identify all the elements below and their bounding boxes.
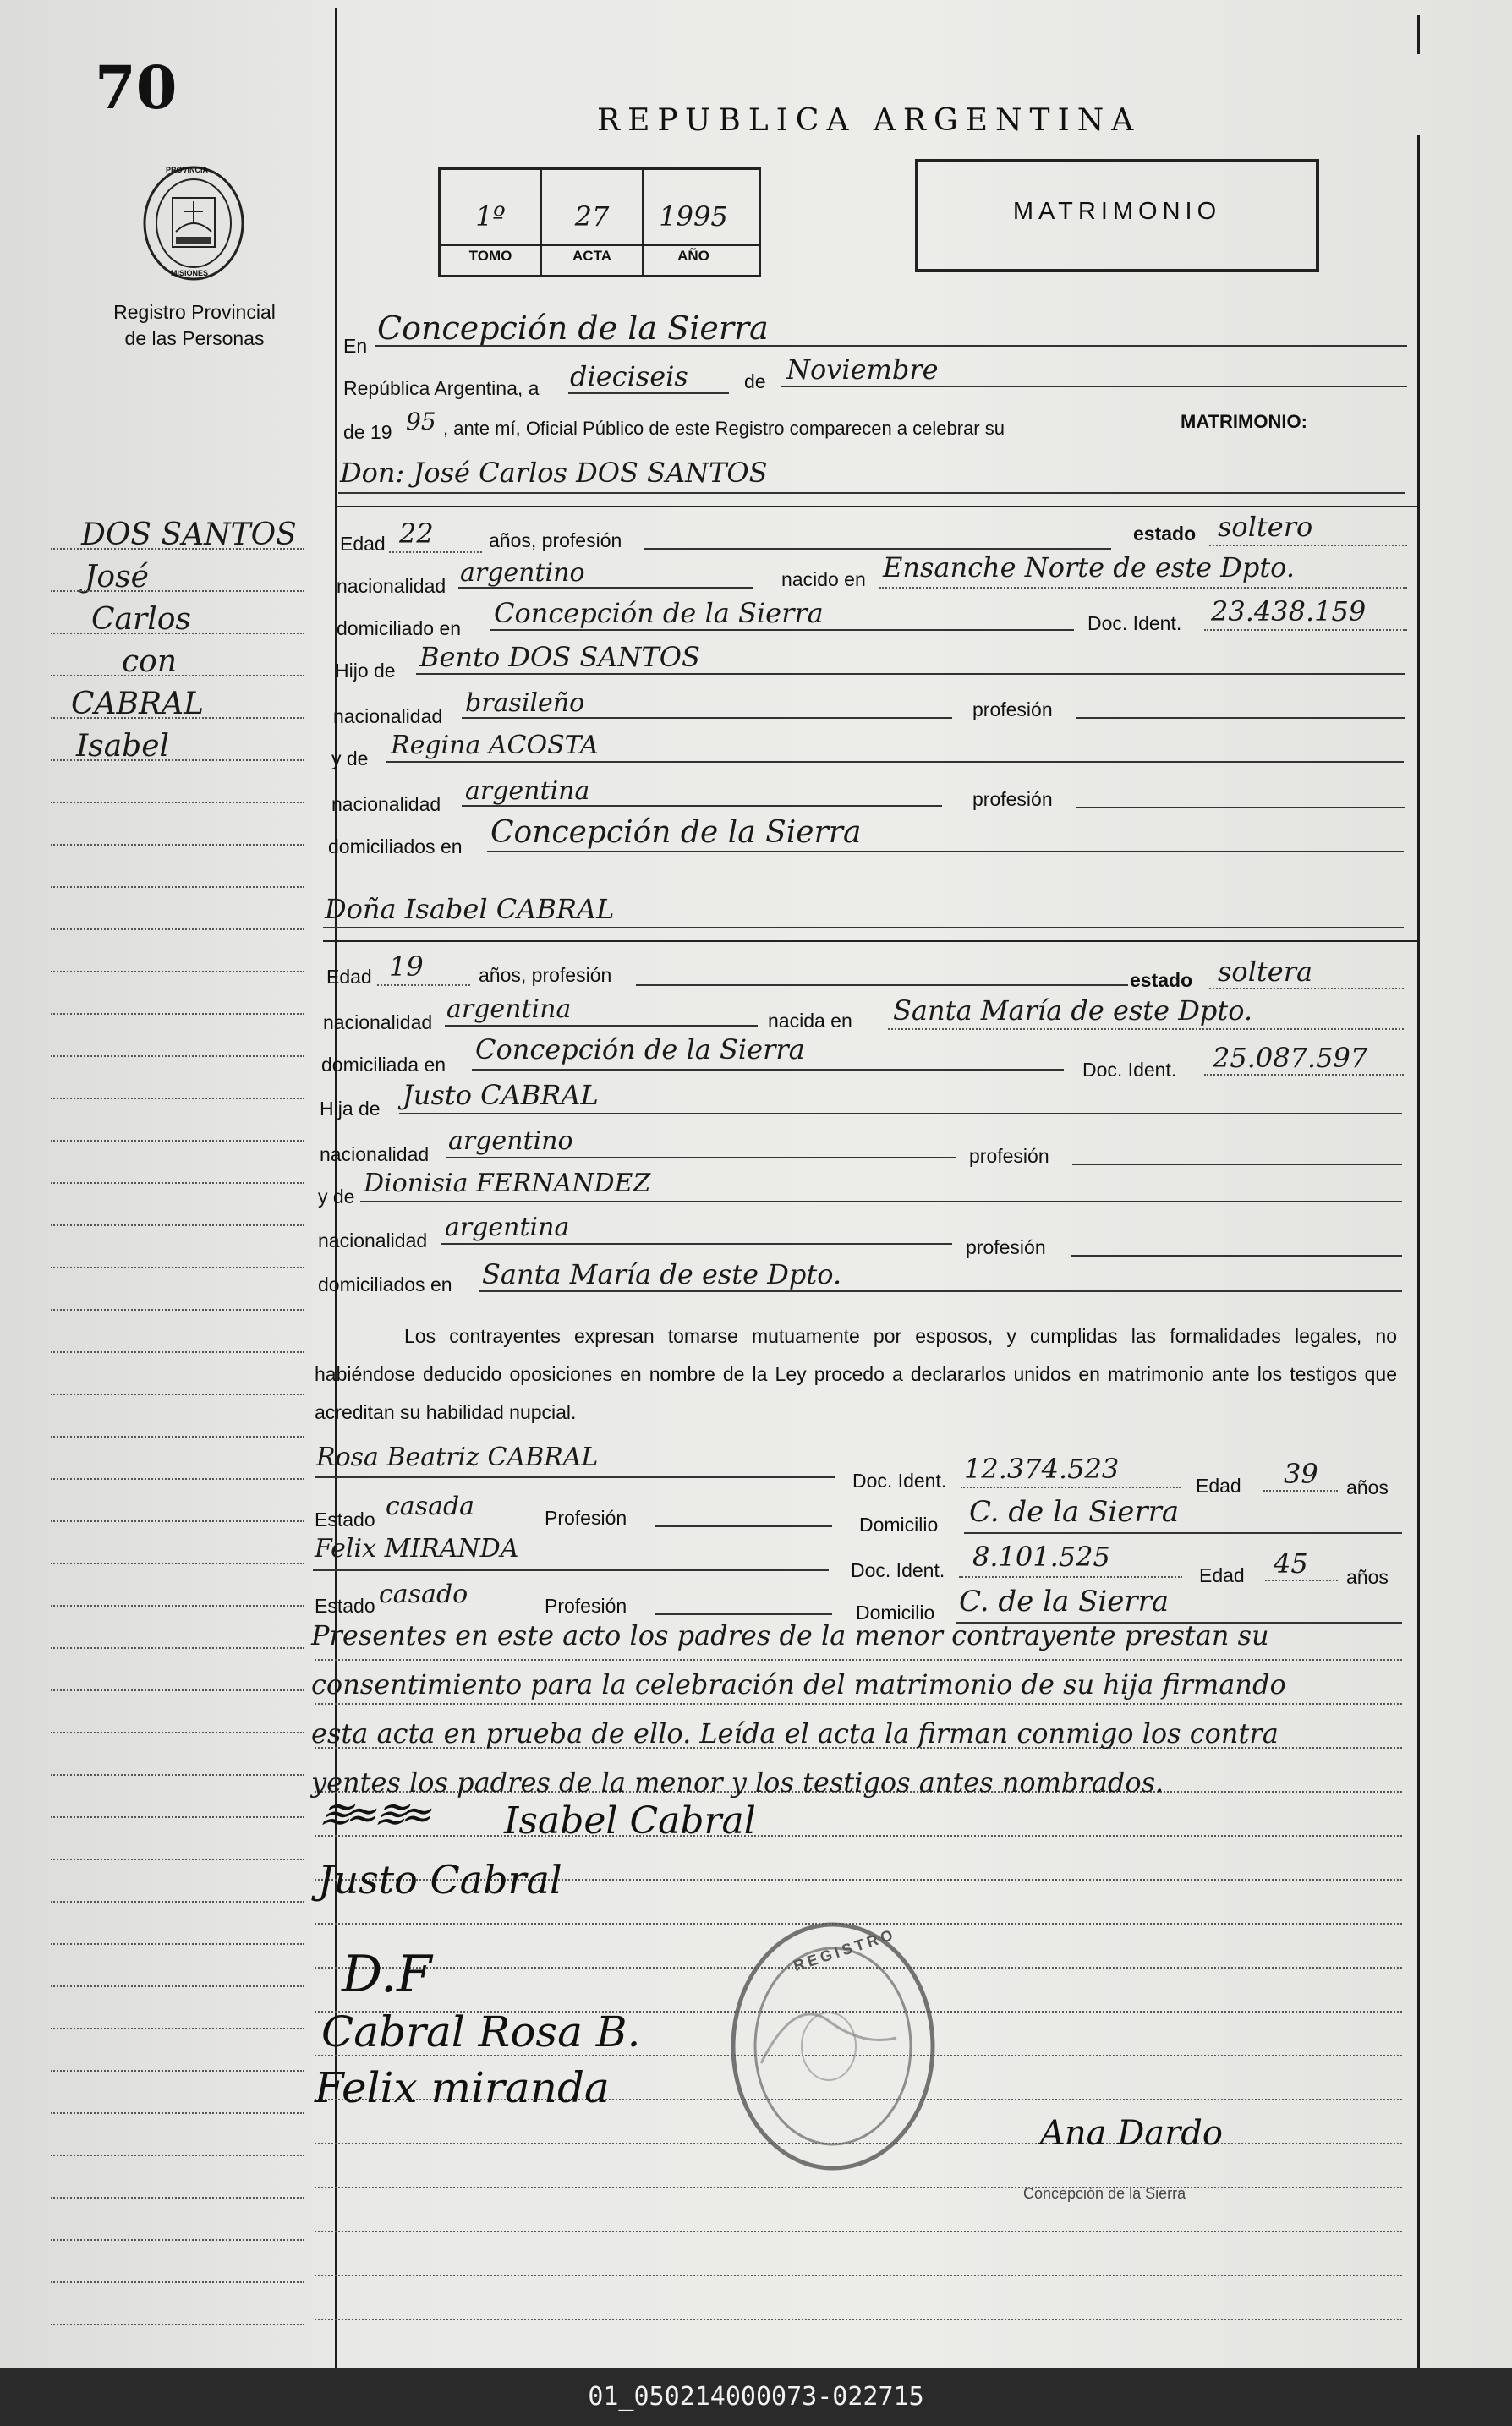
margin-dotted-line <box>51 1309 304 1311</box>
margin-dotted-line <box>51 1901 304 1903</box>
registro-line2: de las Personas <box>124 327 265 349</box>
document-type-box <box>915 159 1319 272</box>
margin-dotted-line <box>51 886 304 888</box>
de-label: de <box>744 370 766 392</box>
hija-label: Hija de <box>320 1098 381 1120</box>
margin-note-line: Isabel <box>76 729 170 764</box>
testigo2-doc: 8.101.525 <box>972 1541 1110 1573</box>
contrayente1-edad: 22 <box>399 518 434 550</box>
tomo-value: 1º <box>475 200 506 233</box>
registro-line1: Registro Provincial <box>113 301 276 323</box>
margin-dotted-line <box>51 1098 304 1099</box>
ano-written: 95 <box>406 408 436 435</box>
contrayente1-padre-nac: brasileño <box>465 688 585 718</box>
nacionalidad-label: nacionalidad <box>333 705 443 727</box>
reference-box <box>438 167 761 277</box>
right-border-rule <box>1417 135 1420 2368</box>
margin-dotted-line <box>51 1605 304 1607</box>
declaracion-text: Los contrayentes expresan tomarse mutuamente por esposos, y cumplidas las formalidades legales, no habiéndose deducido oposiciones en nombre de la Ley procedo a declararlos unidos en matrimonio ante los testigos que acreditan su habilidad nupcial. <box>315 1325 1397 1423</box>
domiciliado-label: domiciliado en <box>337 617 462 639</box>
testigo2-nombre: Felix MIRANDA <box>315 1534 519 1563</box>
contrayente2-doc: 25.087.597 <box>1213 1042 1368 1074</box>
margin-note-line: DOS SANTOS <box>81 518 297 552</box>
page-number: 70 <box>95 52 178 123</box>
margin-dotted-line <box>51 1816 304 1818</box>
margin-dotted-line <box>51 2155 304 2156</box>
edad-label: Edad <box>340 533 386 555</box>
margin-dotted-line <box>51 2112 304 2114</box>
contrayente2-padre-nac: argentino <box>448 1126 573 1156</box>
en-label: En <box>343 335 368 357</box>
contrayente1-padres-dom: Concepción de la Sierra <box>490 815 862 850</box>
contrayente1-estado: soltero <box>1218 511 1313 543</box>
contrayente1-nacionalidad: argentino <box>460 558 585 588</box>
doc-label: Doc. Ident. <box>1082 1059 1177 1081</box>
signature-madre: D.F <box>342 1945 432 2004</box>
margin-dotted-line <box>51 1732 304 1733</box>
de19-label: de 19 <box>343 421 392 443</box>
country-title: REPUBLICA ARGENTINA <box>597 103 1142 138</box>
margin-note-line: CABRAL <box>71 687 205 721</box>
footer-id: 01_050214000073-022715 <box>0 2368 1512 2426</box>
yde-label: y de <box>318 1186 355 1208</box>
estado-label: estado <box>1130 969 1193 991</box>
profesion-label: profesión <box>972 788 1053 810</box>
nacido-label: nacido en <box>781 568 866 590</box>
profesion-label: profesión <box>966 1236 1046 1258</box>
acta-value: 27 <box>574 200 610 233</box>
provincial-seal-icon <box>142 164 245 282</box>
contrayente2-padre: Justo CABRAL <box>403 1079 599 1111</box>
testigo2-profesion-label: Profesión <box>545 1595 627 1617</box>
nacida-label: nacida en <box>768 1010 852 1032</box>
testigo2-edad-label: Edad <box>1199 1564 1245 1586</box>
testigo1-doc-label: Doc. Ident. <box>852 1470 947 1492</box>
nacionalidad-label: nacionalidad <box>337 575 446 597</box>
tomo-label: TOMO <box>468 248 512 264</box>
officer-title: Concepción de la Sierra <box>1023 2185 1186 2202</box>
testigo1-edad-label: Edad <box>1196 1475 1241 1497</box>
margin-dotted-line <box>51 717 304 719</box>
margin-note-line: con <box>122 644 178 679</box>
estado-label: estado <box>1133 523 1197 545</box>
officer-signature <box>1023 2114 1277 2215</box>
margin-dotted-line <box>51 675 304 676</box>
contrayente2-padres-dom: Santa María de este Dpto. <box>482 1258 842 1290</box>
margin-dotted-line <box>51 1394 304 1395</box>
margin-dotted-line <box>51 971 304 972</box>
contrayente2-domicilio: Concepción de la Sierra <box>475 1033 805 1065</box>
acta-label: ACTA <box>572 248 611 264</box>
contrayente2-madre: Dionisia FERNANDEZ <box>364 1169 651 1198</box>
nacionalidad-label: nacionalidad <box>318 1229 428 1251</box>
margin-dotted-line <box>51 1013 304 1015</box>
testigo2-estado: casado <box>379 1580 468 1609</box>
testigo1-edad: 39 <box>1284 1458 1318 1490</box>
ruled-dotted-line <box>315 2231 1402 2232</box>
margin-dotted-line <box>51 633 304 634</box>
margin-dotted-line <box>51 1943 304 1945</box>
signature-padre: Justo Cabral <box>318 1857 562 1903</box>
testigo2-domicilio-label: Domicilio <box>856 1602 935 1624</box>
margin-dotted-line <box>51 1520 304 1522</box>
ano-value: 1995 <box>659 200 728 233</box>
margin-dotted-line <box>51 844 304 846</box>
testigo1-estado: casada <box>386 1492 475 1521</box>
margin-dotted-line <box>51 1985 304 1987</box>
hijo-label: Hijo de <box>335 660 396 682</box>
margin-dotted-line <box>51 759 304 761</box>
nacionalidad-label: nacionalidad <box>331 793 441 815</box>
margin-dotted-line <box>51 2028 304 2029</box>
margin-dotted-line <box>51 1689 304 1691</box>
margin-dotted-line <box>51 1140 304 1142</box>
nacionalidad-label: nacionalidad <box>323 1011 433 1033</box>
contrayente1-madre: Regina ACOSTA <box>391 731 599 760</box>
contrayente2-estado: soltera <box>1218 956 1313 988</box>
dia-value: dieciseis <box>570 360 688 392</box>
contrayente1-domicilio: Concepción de la Sierra <box>494 597 824 629</box>
margin-dotted-line <box>51 548 304 550</box>
margin-dotted-line <box>51 1563 304 1564</box>
margin-dotted-line <box>51 2197 304 2199</box>
signature-testigo2: Felix miranda <box>315 2063 610 2112</box>
doc-label: Doc. Ident. <box>1087 612 1182 634</box>
document-type: MATRIMONIO <box>1012 198 1222 225</box>
contrayente2-nacionalidad: argentina <box>446 994 572 1024</box>
margin-dotted-line <box>51 1859 304 1860</box>
margin-note-line: Carlos <box>91 602 191 637</box>
ano-label: AÑO <box>677 248 709 264</box>
observacion-line: Presentes en este acto los padres de la menor contrayente prestan su <box>311 1619 1269 1651</box>
testigo1-anos-label: años <box>1346 1476 1389 1498</box>
margin-dotted-line <box>51 928 304 930</box>
officer-signature-name: Ana Dardo <box>1040 2114 1223 2153</box>
domiciliada-label: domiciliada en <box>321 1054 446 1076</box>
margin-dotted-line <box>51 1182 304 1184</box>
observacion-line: esta acta en prueba de ello. Leída el acta la firman conmigo los contra <box>311 1717 1279 1750</box>
margin-dotted-line <box>51 1436 304 1438</box>
margin-dotted-line <box>51 1478 304 1480</box>
testigo1-nombre: Rosa Beatriz CABRAL <box>316 1443 599 1472</box>
anos-profesion-label: años, profesión <box>489 529 622 551</box>
margin-dotted-line <box>51 1647 304 1649</box>
margin-dotted-line <box>51 1055 304 1057</box>
margin-dotted-line <box>51 802 304 803</box>
margin-dotted-line <box>51 1224 304 1226</box>
testigo1-estado-label: Estado <box>315 1509 375 1531</box>
margin-dotted-line <box>51 1351 304 1353</box>
contrayente2-madre-nac: argentina <box>445 1213 570 1242</box>
top-right-mark <box>1417 15 1420 54</box>
seal-top-text: PROVINCIA <box>166 166 209 174</box>
contrayente1-nombre: Don: José Carlos DOS SANTOS <box>340 457 768 489</box>
registro-label <box>85 299 304 352</box>
matrimonio-word: MATRIMONIO: <box>1181 411 1307 432</box>
contrayente2-edad: 19 <box>389 950 424 983</box>
republica-label: República Argentina, a <box>343 377 540 399</box>
testigo1-profesion-label: Profesión <box>545 1507 627 1529</box>
observacion-line: consentimiento para la celebración del matrimonio de su hija firmando <box>311 1668 1286 1700</box>
margin-dotted-line <box>51 2239 304 2241</box>
margin-dotted-line <box>51 590 304 592</box>
testigo1-domicilio-label: Domicilio <box>859 1514 939 1536</box>
contrayente2-nombre: Doña Isabel CABRAL <box>325 893 615 925</box>
signature-novia: Isabel Cabral <box>504 1799 756 1843</box>
stamp-text: REGISTRO <box>791 1925 898 1975</box>
testigo1-doc: 12.374.523 <box>964 1453 1120 1485</box>
contrayente2-nacida: Santa María de este Dpto. <box>893 994 1253 1027</box>
ruled-dotted-line <box>315 2275 1402 2276</box>
margin-dotted-line <box>51 2324 304 2325</box>
testigo2-estado-label: Estado <box>315 1595 375 1617</box>
domiciliados-label: domiciliados en <box>328 835 463 857</box>
yde-label: y de <box>331 748 369 769</box>
testigo2-anos-label: años <box>1346 1566 1389 1588</box>
mes-value: Noviembre <box>786 353 939 386</box>
ruled-dotted-line <box>315 1835 1402 1837</box>
profesion-label: profesión <box>969 1145 1049 1167</box>
domiciliados-label: domiciliados en <box>318 1273 452 1295</box>
testigo2-domicilio: C. de la Sierra <box>959 1585 1170 1618</box>
signature-novio: ≋≈≋≈ <box>315 1791 434 1837</box>
contrayente1-nacido: Ensanche Norte de este Dpto. <box>883 551 1296 583</box>
edad-label: Edad <box>326 966 372 988</box>
margin-note-line: José <box>85 560 149 594</box>
contrayente1-madre-nac: argentina <box>465 776 590 806</box>
profesion-label: profesión <box>972 698 1053 720</box>
ante-text: , ante mí, Oficial Público de este Registro comparecen a celebrar su <box>443 418 1005 439</box>
testigo2-doc-label: Doc. Ident. <box>851 1559 945 1581</box>
margin-dotted-line <box>51 1774 304 1776</box>
seal-bottom-text: MISIONES <box>171 269 209 277</box>
margin-dotted-line <box>51 2070 304 2072</box>
signature-testigo1: Cabral Rosa B. <box>321 2007 641 2056</box>
ruled-dotted-line <box>315 2319 1402 2320</box>
testigo2-edad: 45 <box>1274 1547 1308 1580</box>
observacion-line: yentes los padres de la menor y los testigos antes nombrados. <box>311 1766 1164 1799</box>
margin-dotted-line <box>51 1267 304 1268</box>
margin-dotted-line <box>51 2281 304 2283</box>
testigo1-domicilio: C. de la Sierra <box>969 1495 1180 1529</box>
anos-profesion-label: años, profesión <box>479 964 612 986</box>
lugar-value: Concepción de la Sierra <box>377 309 769 347</box>
contrayente1-padre: Bento DOS SANTOS <box>419 641 700 673</box>
nacionalidad-label: nacionalidad <box>320 1143 430 1165</box>
contrayente1-doc: 23.438.159 <box>1211 595 1367 627</box>
